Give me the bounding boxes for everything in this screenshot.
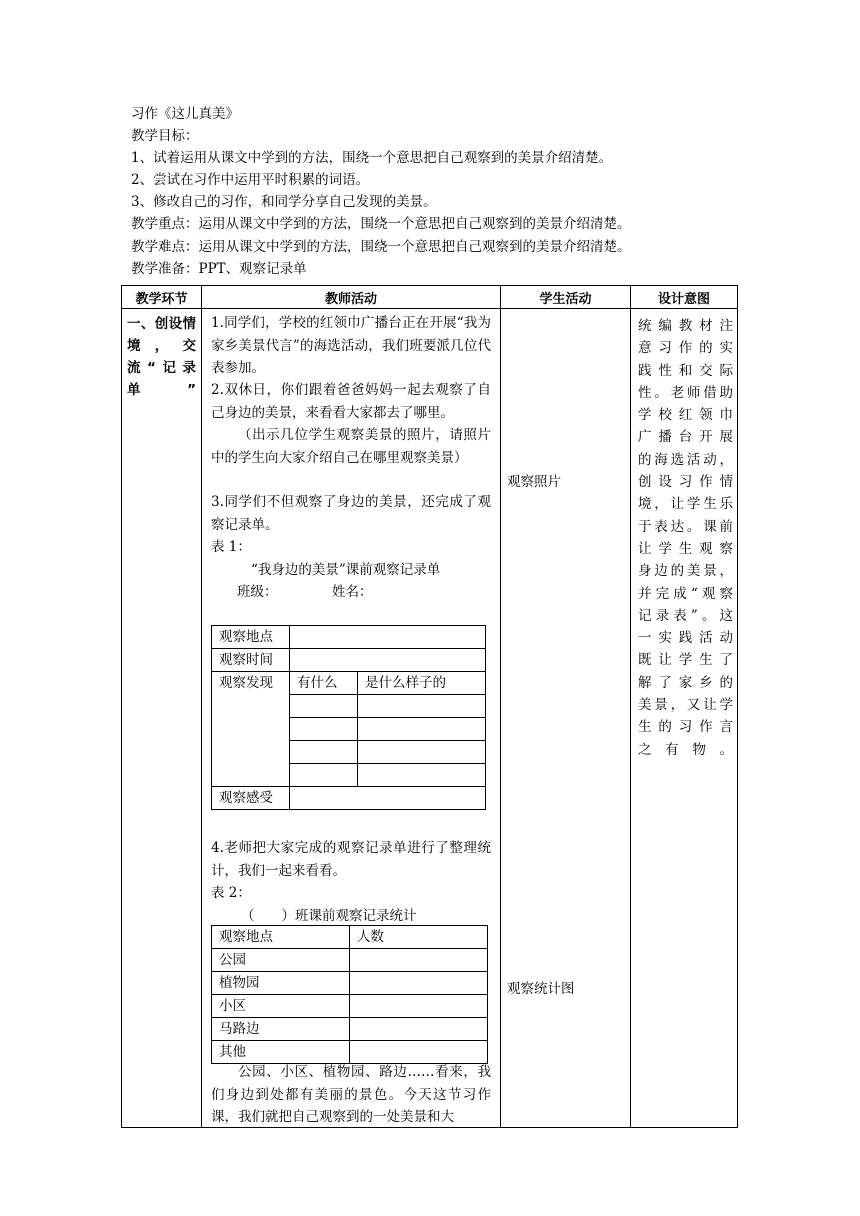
teacher-cell xyxy=(202,309,501,1128)
design-line: 一实践活动 xyxy=(638,630,733,647)
t1-empty-cell xyxy=(290,764,358,787)
design-line: 身边的美景， xyxy=(638,563,733,580)
design-cell xyxy=(631,309,738,1128)
difficulty: 教学难点：运用从课文中学到的方法，围绕一个意思把自己观察到的美景介绍清楚。 xyxy=(131,238,631,255)
table1-title: “我身边的美景”课前观察记录单 xyxy=(251,562,441,578)
objective-item: 2、尝试在习作中运用平时积累的词语。 xyxy=(131,172,370,189)
t2-row-count xyxy=(350,972,488,995)
t2-row-count xyxy=(350,995,488,1018)
t1-how-header: 是什么样子的 xyxy=(358,672,486,695)
t1-empty-cell xyxy=(358,695,486,718)
t2-row-place: 小区 xyxy=(212,995,350,1018)
t1-empty-cell xyxy=(290,741,358,764)
t2-row-place: 公园 xyxy=(212,949,350,972)
table2-title: （ ）班课前观察记录统计 xyxy=(241,908,417,924)
student-cell xyxy=(501,309,631,1128)
design-line: 之有物。 xyxy=(638,741,733,758)
t1-empty-cell xyxy=(358,764,486,787)
table2-label: 表 2： xyxy=(211,885,251,901)
teacher-para-4: 3.同学们不但观察了身边的美景，还完成了观察记录单。 xyxy=(211,494,491,533)
design-line: 创设习作情 xyxy=(638,474,733,491)
design-line: 的海选活动， xyxy=(638,451,733,468)
header-stage: 教学环节 xyxy=(122,286,202,309)
t2-row-place: 其他 xyxy=(212,1041,350,1064)
design-line: 记录表”。这 xyxy=(638,607,733,624)
t1-empty-cell xyxy=(290,718,358,741)
t1-what-header: 有什么 xyxy=(290,672,358,695)
t1-place-label: 观察地点 xyxy=(212,626,290,649)
design-line: 美景，又让学 xyxy=(638,697,733,714)
t1-empty-cell xyxy=(358,741,486,764)
design-line: 统编教材注 xyxy=(638,318,733,334)
design-line: 既让学生了 xyxy=(638,652,733,669)
t1-discovery-label: 观察发现 xyxy=(212,672,290,787)
t2-row-count xyxy=(350,949,488,972)
table1-label: 表 1： xyxy=(211,539,251,555)
objective-item: 3、修改自己的习作，和同学分享自己发现的美景。 xyxy=(131,194,437,211)
table1-class-label: 班级： xyxy=(237,584,278,600)
header-teacher: 教师活动 xyxy=(202,286,501,309)
teacher-para-5: 4.老师把大家完成的观察记录单进行了整理统计，我们一起来看看。 xyxy=(211,840,491,879)
teacher-para-1: 1.同学们，学校的红领巾广播台正在开展“我为家乡美景代言”的海选活动，我们班要派几位代表参加。 xyxy=(211,315,491,376)
t1-empty-cell xyxy=(358,718,486,741)
observation-record-table xyxy=(211,625,486,810)
header-row xyxy=(122,286,738,309)
objectives-heading: 教学目标： xyxy=(131,128,199,145)
design-line: 境，让学生乐 xyxy=(638,496,733,513)
header-design: 设计意图 xyxy=(631,286,738,309)
t2-row-place: 植物园 xyxy=(212,972,350,995)
stage-cell xyxy=(122,309,202,1128)
teacher-para-6: 公园、小区、植物园、路边……看来，我们身边到处都有美丽的景色。今天这节习作课，我们就把自己观察到的一处美景和大 xyxy=(211,1064,491,1125)
design-line: 性。老师借助 xyxy=(638,384,733,401)
t1-time-value xyxy=(290,649,486,672)
stage-row xyxy=(122,309,738,1128)
design-line: 让学生观察 xyxy=(638,540,733,557)
t1-place-value xyxy=(290,626,486,649)
t1-empty-cell xyxy=(290,695,358,718)
t1-feeling-value xyxy=(290,787,486,810)
stage-name: 一、创设情境，交流“记录单” xyxy=(127,316,196,398)
t1-time-label: 观察时间 xyxy=(212,649,290,672)
observation-stats-table xyxy=(211,925,488,1064)
teacher-para-3: （出示几位学生观察美景的照片，请照片中的学生向大家介绍自己在哪里观察美景） xyxy=(211,427,491,466)
t2-count-header: 人数 xyxy=(350,926,488,949)
key-point: 教学重点：运用从课文中学到的方法，围绕一个意思把自己观察到的美景介绍清楚。 xyxy=(131,216,631,233)
teacher-para-2: 2.双休日，你们跟着爸爸妈妈一起去观察了自己身边的美景，来看看大家都去了哪里。 xyxy=(211,382,491,421)
design-line: 于表达。课前 xyxy=(638,518,733,535)
t1-feeling-label: 观察感受 xyxy=(212,787,290,810)
preparation: 教学准备：PPT、观察记录单 xyxy=(131,260,307,277)
design-intent xyxy=(631,309,737,761)
header-student: 学生活动 xyxy=(501,286,631,309)
table1-name-label: 姓名： xyxy=(332,584,373,600)
design-line: 生的习作言 xyxy=(638,719,733,736)
objective-item: 1、试着运用从课文中学到的方法，围绕一个意思把自己观察到的美景介绍清楚。 xyxy=(131,150,613,167)
lesson-plan-table xyxy=(121,285,738,1128)
t2-place-header: 观察地点 xyxy=(212,926,350,949)
student-activity-1: 观察照片 xyxy=(507,474,561,490)
design-line: 践性和交际 xyxy=(638,362,733,379)
design-line: 广播台开展 xyxy=(638,429,733,446)
design-line: 意习作的实 xyxy=(638,340,733,357)
t2-row-place: 马路边 xyxy=(212,1018,350,1041)
design-line: 学校红领巾 xyxy=(638,407,733,424)
lesson-title: 习作《这儿真美》 xyxy=(131,106,239,122)
student-activity-2: 观察统计图 xyxy=(507,981,575,997)
intro-section xyxy=(131,103,631,280)
design-line: 并完成“观察 xyxy=(638,585,733,602)
design-line: 解了家乡的 xyxy=(638,674,733,691)
t2-row-count xyxy=(350,1018,488,1041)
